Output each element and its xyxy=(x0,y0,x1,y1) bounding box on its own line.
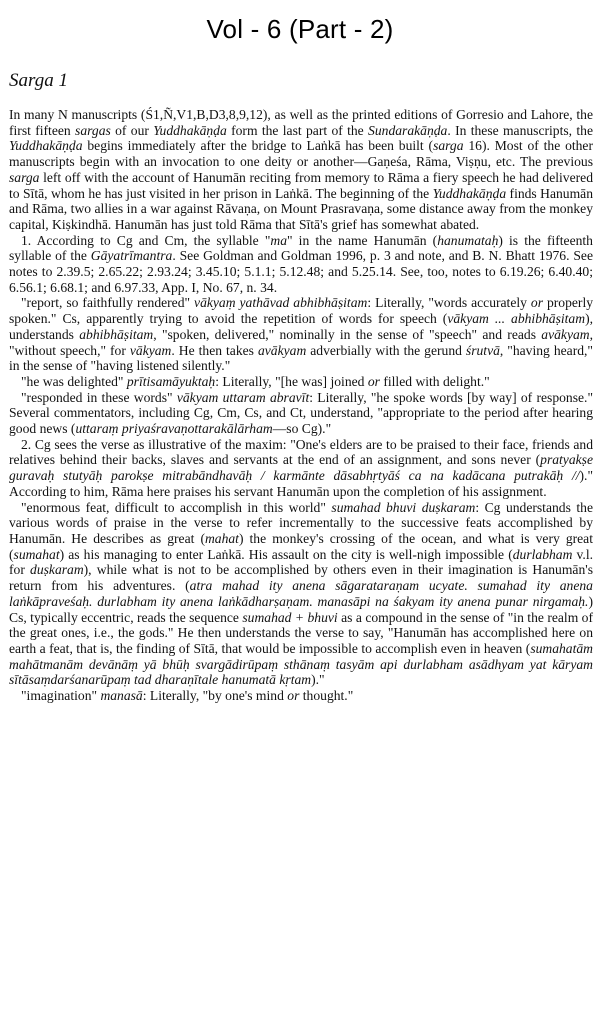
text-run: ) is the fifteenth syllable of the xyxy=(9,232,593,264)
italic-text-run: Yuddhakāṇḍa xyxy=(153,122,227,138)
text-run: )." According to him, Rāma here praises his servant Hanumān upon the completion of his assignment. xyxy=(9,468,593,499)
italic-text-run: prītisamāyuktaḥ xyxy=(126,373,216,389)
text-run: ) Cs, typically eccentric, reads the sequence xyxy=(9,593,593,625)
italic-text-run: sarga xyxy=(433,138,464,154)
text-run: as a compound in the sense of "in the realm of the great ones, i.e., the gods." He then understands the verse to say, "Hanumān has accomplished here on earth a feat, that is, the finding of Sītā, that would be impossible to accomplish even in heaven ( xyxy=(9,609,594,656)
text-run: form the last part of the xyxy=(226,122,369,138)
text-run: adverbially with the gerund xyxy=(306,342,466,358)
note-paragraph xyxy=(9,437,593,500)
paragraph-intro xyxy=(9,107,593,233)
text-run: ), understands xyxy=(9,311,593,342)
text-run: ) as his managing to enter Laṅkā. His assault on the city is well-nigh impossible ( xyxy=(59,546,513,562)
text-run: "report, so faithfully rendered" xyxy=(21,295,195,311)
text-run: filled with delight." xyxy=(379,373,490,389)
italic-text-run: durlabham xyxy=(512,546,573,562)
text-run: : Literally, "words accurately xyxy=(367,295,531,311)
text-run: v.l. for xyxy=(9,546,594,578)
italic-text-run: or xyxy=(287,688,300,704)
text-run: "he was delighted" xyxy=(21,373,127,389)
note-paragraph xyxy=(9,688,593,704)
text-run: , "without speech," for xyxy=(9,326,593,358)
italic-text-run: or xyxy=(367,373,380,389)
italic-text-run: uttaraṃ priyaśravaṇottarakālārham xyxy=(75,421,273,437)
text-run: finds Hanumān and Rāma, two allies in a war against Rāvaṇa, on Mount Prasravaṇa, some distance away from the monkey capital, Kiṣkindhā. Hanumān has just told Rāma that Sītā's grief has somewhat abated. xyxy=(9,185,593,232)
italic-text-run: duṣkaram xyxy=(30,562,84,578)
text-run: —so Cg)." xyxy=(272,421,332,437)
italic-text-run: śrutvā xyxy=(465,342,500,358)
italic-text-run: sumahad + bhuvi xyxy=(242,609,338,625)
text-run: : Literally, "he spoke words [by way] of response." Several commentators, including Cg, Cm, Cs, and Ct, understand, "appropriate to the period after hearing good news ( xyxy=(9,389,593,437)
note-paragraph xyxy=(9,295,593,374)
text-run: : Cg understands the various words of praise in the verse to refer incrementally to the successive feats accomplished by Hanumān. He describes as great ( xyxy=(9,499,593,546)
italic-text-run: avākyam xyxy=(541,326,590,342)
italic-text-run: or xyxy=(530,295,543,311)
text-run: "responded in these words" xyxy=(21,389,177,405)
italic-text-run: vākyaṃ yathāvad abhibhāṣitam xyxy=(194,295,368,311)
italic-text-run: sargas xyxy=(75,122,111,138)
note-paragraph xyxy=(9,500,593,688)
text-run: ) the monkey's crossing of the ocean, and what is very great ( xyxy=(9,530,593,562)
text-run: . See Goldman and Goldman 1996, p. 3 and note, and B. N. Bhatt 1976. See notes to 2.39.5; 2.65.22; 2.93.24; 3.45.10; 5.1.1; 5.12.48; and 5.25.14. See, too, notes to 6.19.26; 6.40.40; 6.56.1; 6.68.1; and 6.97.33, App. I, No. 67, n. 34. xyxy=(9,248,593,295)
text-run: 16). Most of the other manuscripts begin with an invocation to one deity or another—Gaṇeśa, Rāma, Viṣṇu, etc. The previous xyxy=(9,138,593,170)
italic-text-run: avākyam xyxy=(257,342,307,358)
italic-text-run: atra mahad ity anena sāgarataraṇam ucyate. sumahad ity anena laṅkāpraveśaḥ. durlabham ity anena laṅkādharṣaṇam. manasāpi na śakyam ity anena punar nirgamaḥ. xyxy=(9,578,593,609)
text-run: , "spoken, delivered," nominally in the sense of "speech" and reads xyxy=(153,326,542,342)
note-paragraph xyxy=(9,374,593,390)
italic-text-run: vākyam uttaram abravīt xyxy=(176,389,310,405)
section-heading: Sarga 1 xyxy=(9,70,68,91)
italic-text-run: vākyam xyxy=(129,342,172,358)
italic-text-run: Sundarakāṇḍa xyxy=(368,122,448,138)
text-run: : Literally, "by one's mind xyxy=(142,688,288,704)
text-run: thought." xyxy=(299,688,354,704)
text-run: 1. According to Cg and Cm, the syllable " xyxy=(21,232,271,248)
italic-text-run: mahat xyxy=(204,530,239,546)
italic-text-run: Gāyatrīmantra xyxy=(90,248,173,264)
text-run: 2. Cg sees the verse as illustrative of the maxim: "One's elders are to be praised to their face, friends and relatives behind their backs, slaves and servants at the end of an assignment, and sons never ( xyxy=(9,436,593,468)
text-run: . In these manuscripts, the xyxy=(447,122,594,138)
italic-text-run: vākyam ... abhibhāṣitam xyxy=(447,311,586,327)
italic-text-run: sumahat xyxy=(13,546,60,562)
text-run: : Literally, "[he was] joined xyxy=(215,373,368,389)
italic-text-run: manasā xyxy=(100,688,143,704)
document-body xyxy=(9,70,593,704)
text-run: properly spoken." Cs, apparently trying to avoid the repetition of words for speech ( xyxy=(9,295,594,327)
text-run: begins immediately after the bridge to Laṅkā has been built ( xyxy=(82,138,434,154)
italic-text-run: abhibhāṣitam xyxy=(79,326,154,342)
note-paragraph xyxy=(9,390,593,437)
italic-text-run: sumahad bhuvi duṣkaram xyxy=(331,499,476,515)
italic-text-run: sarga xyxy=(9,169,40,185)
text-run: "enormous feat, difficult to accomplish in this world" xyxy=(21,499,332,515)
italic-text-run: Yuddhakāṇḍa xyxy=(9,138,83,154)
italic-text-run: hanumataḥ xyxy=(437,232,499,248)
page-title: Vol - 6 (Part - 2) xyxy=(206,14,394,44)
italic-text-run: pratyakṣe guravaḥ stutyāḥ parokṣe mitrabāndhavāḥ / karmānte dāsabhṛtyāś ca na kadācana putrakāḥ // xyxy=(9,452,593,484)
text-run: ), while what is not to be accomplished by others even in their imagination is Hanumān's return from his adventures. ( xyxy=(9,562,593,594)
note-paragraph xyxy=(9,233,593,296)
text-run: "imagination" xyxy=(21,688,101,704)
italic-text-run: Yuddhakāṇḍa xyxy=(432,185,507,201)
italic-text-run: ma xyxy=(270,232,287,248)
text-run: . He then takes xyxy=(171,342,258,358)
italic-text-run: sumahatām mahātmanām devānāṃ yā bhūḥ svargādirūpaṃ sthānaṃ tasyām api durlabham asādhyam yat kāryam sītāsaṃdarśanarūpaṃ tad dharaṇītale hanumatā kṛtam xyxy=(9,640,593,688)
text-run: )." xyxy=(311,672,325,688)
text-run: , "having heard," in the sense of "having listened silently." xyxy=(9,342,593,374)
text-run: " in the name Hanumān ( xyxy=(287,232,438,248)
text-run: In many N manuscripts (Ś1,Ñ,V1,B,D3,8,9,12), as well as the printed editions of Gorresio and Lahore, the first fifteen xyxy=(9,107,593,138)
text-run: of our xyxy=(110,122,154,138)
text-run: left off with the account of Hanumān reciting from memory to Rāma a fiery speech he had delivered to Sītā, whom he has just visited in her prison in Laṅkā. The beginning of the xyxy=(9,169,593,201)
